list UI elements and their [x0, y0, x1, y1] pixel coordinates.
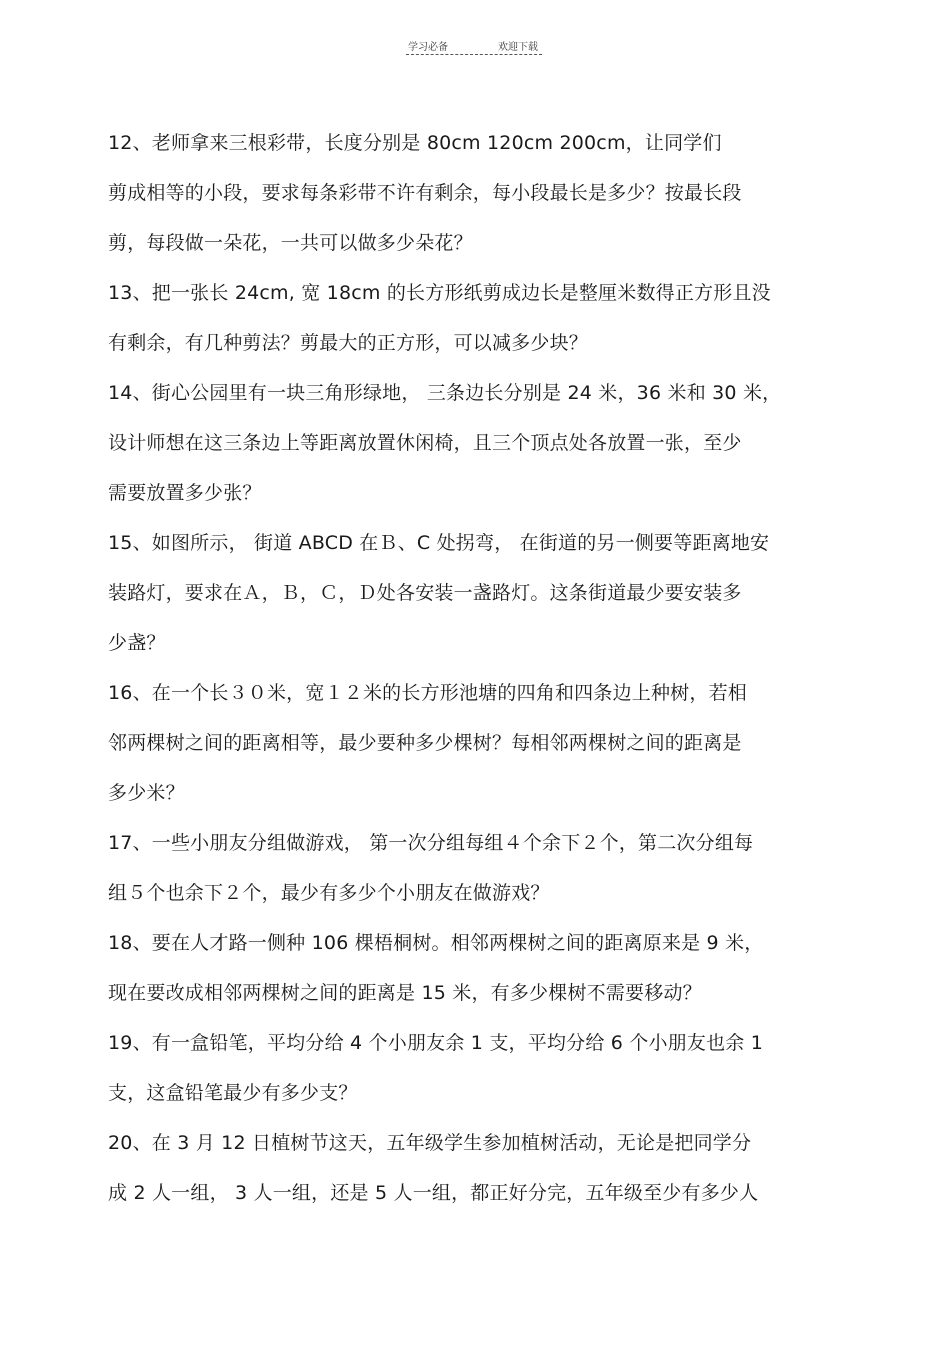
text-line: 支，这盒铅笔最少有多少支？ [108, 1082, 358, 1104]
text-line: 12、老师拿来三根彩带，长度分别是 80cm 120cm 200cm，让同学们 [108, 132, 722, 154]
text-line: 设计师想在这三条边上等距离放置休闲椅，且三个顶点处各放置一张，至少 [108, 432, 742, 454]
text-line: 少盏？ [108, 632, 166, 654]
text-line: 20、在 3 月 12 日植树节这天，五年级学生参加植树活动，无论是把同学分 [108, 1132, 752, 1154]
text-line: 装路灯，要求在Ａ，Ｂ，Ｃ，Ｄ处各安装一盏路灯。这条街道最少要安装多 [108, 582, 742, 604]
text-line: 14、街心公园里有一块三角形绿地， 三条边长分别是 24 米，36 米和 30 米， [108, 382, 782, 404]
text-line: 邻两棵树之间的距离相等，最少要种多少棵树？每相邻两棵树之间的距离是 [108, 732, 742, 754]
text-line: 成 2 人一组， 3 人一组，还是 5 人一组，都正好分完，五年级至少有多少人 [108, 1182, 759, 1204]
text-line: 16、在一个长３０米，宽１２米的长方形池塘的四角和四条边上种树，若相 [108, 682, 747, 704]
text-line: 现在要改成相邻两棵树之间的距离是 15 米，有多少棵树不需要移动？ [108, 982, 702, 1004]
text-line: 组５个也余下２个，最少有多少个小朋友在做游戏？ [108, 882, 550, 904]
header-right-text: 欢迎下载 [498, 42, 538, 53]
text-line: 13、把一张长 24cm, 宽 18cm 的长方形纸剪成边长是整厘米数得正方形且没 [108, 282, 771, 304]
problem-text [108, 126, 848, 1226]
header-divider [406, 54, 542, 55]
text-line: 17、一些小朋友分组做游戏， 第一次分组每组４个余下２个，第二次分组每 [108, 832, 754, 854]
text-line: 18、要在人才路一侧种 106 棵梧桐树。相邻两棵树之间的距离原来是 9 米， [108, 932, 764, 954]
text-line: 需要放置多少张？ [108, 482, 262, 504]
text-line: 19、有一盒铅笔，平均分给 4 个小朋友余 1 支，平均分给 6 个小朋友也余 1 [108, 1032, 764, 1054]
page-header [406, 38, 542, 58]
text-line: 剪成相等的小段，要求每条彩带不许有剩余，每小段最长是多少？按最长段 [108, 182, 742, 204]
header-left-text: 学习必备 [408, 42, 448, 53]
text-line: 剪，每段做一朵花，一共可以做多少朵花？ [108, 232, 473, 254]
text-line: 15、如图所示， 街道 ABCD 在Ｂ、C 处拐弯， 在街道的另一侧要等距离地安 [108, 532, 770, 554]
text-line: 有剩余，有几种剪法？剪最大的正方形，可以减多少块？ [108, 332, 589, 354]
text-line: 多少米？ [108, 782, 185, 804]
